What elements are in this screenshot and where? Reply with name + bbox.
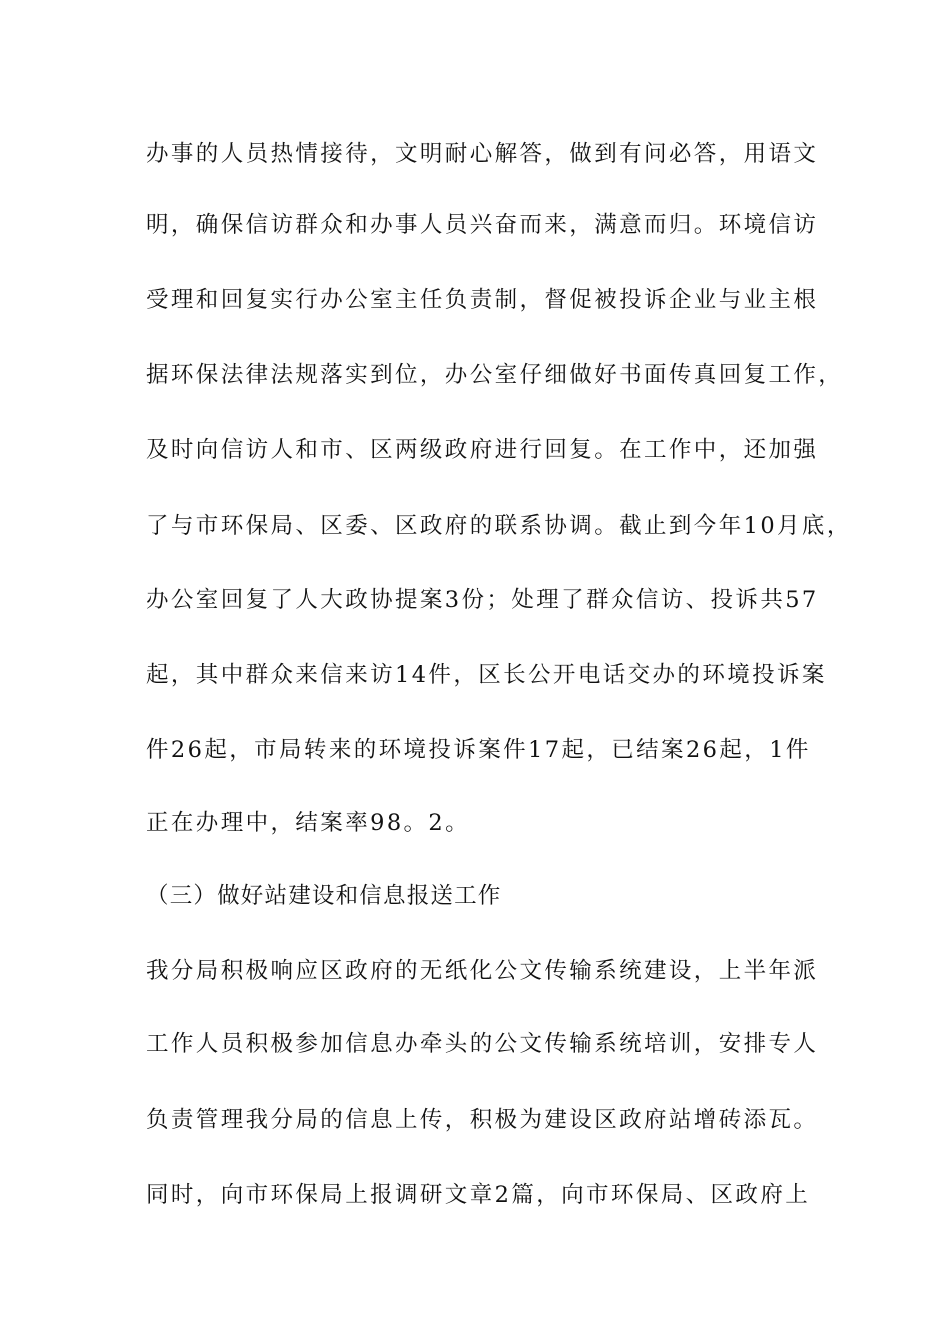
text-line-4: 据环保法律法规落实到位，办公室仔细做好书面传真回复工作， — [146, 362, 844, 388]
text-line-5: 及时向信访人和市、区两级政府进行回复。在工作中，还加强 — [146, 437, 819, 463]
text-line-12: 我分局积极响应区政府的无纸化公文传输系统建设，上半年派 — [146, 958, 819, 984]
text-line-3: 受理和回复实行办公室主任负责制，督促被投诉企业与业主根 — [146, 287, 819, 313]
text-line-6: 了与市环保局、区委、区政府的联系协调。截止到今年10月底， — [146, 513, 852, 539]
text-line-2: 明，确保信访群众和办事人员兴奋而来，满意而归。环境信访 — [146, 212, 819, 238]
text-line-8: 起，其中群众来信来访14件，区长公开电话交办的环境投诉案 — [146, 662, 827, 688]
text-line-7: 办公室回复了人大政协提案3份；处理了群众信访、投诉共57 — [146, 587, 819, 613]
text-line-13: 工作人员积极参加信息办牵头的公文传输系统培训，安排专人 — [146, 1031, 819, 1057]
text-line-14: 负责管理我分局的信息上传，积极为建设区政府站增砖添瓦。 — [146, 1107, 819, 1133]
text-line-1: 办事的人员热情接待，文明耐心解答，做到有问必答，用语文 — [146, 141, 819, 167]
text-line-10: 正在办理中，结案率98。2。 — [146, 810, 471, 836]
text-line-15: 同时，向市环保局上报调研文章2篇，向市环保局、区政府上 — [146, 1182, 811, 1208]
text-line-9: 件26起，市局转来的环境投诉案件17起，已结案26起，1件 — [146, 737, 811, 763]
section-heading: （三）做好站建设和信息报送工作 — [146, 883, 502, 909]
